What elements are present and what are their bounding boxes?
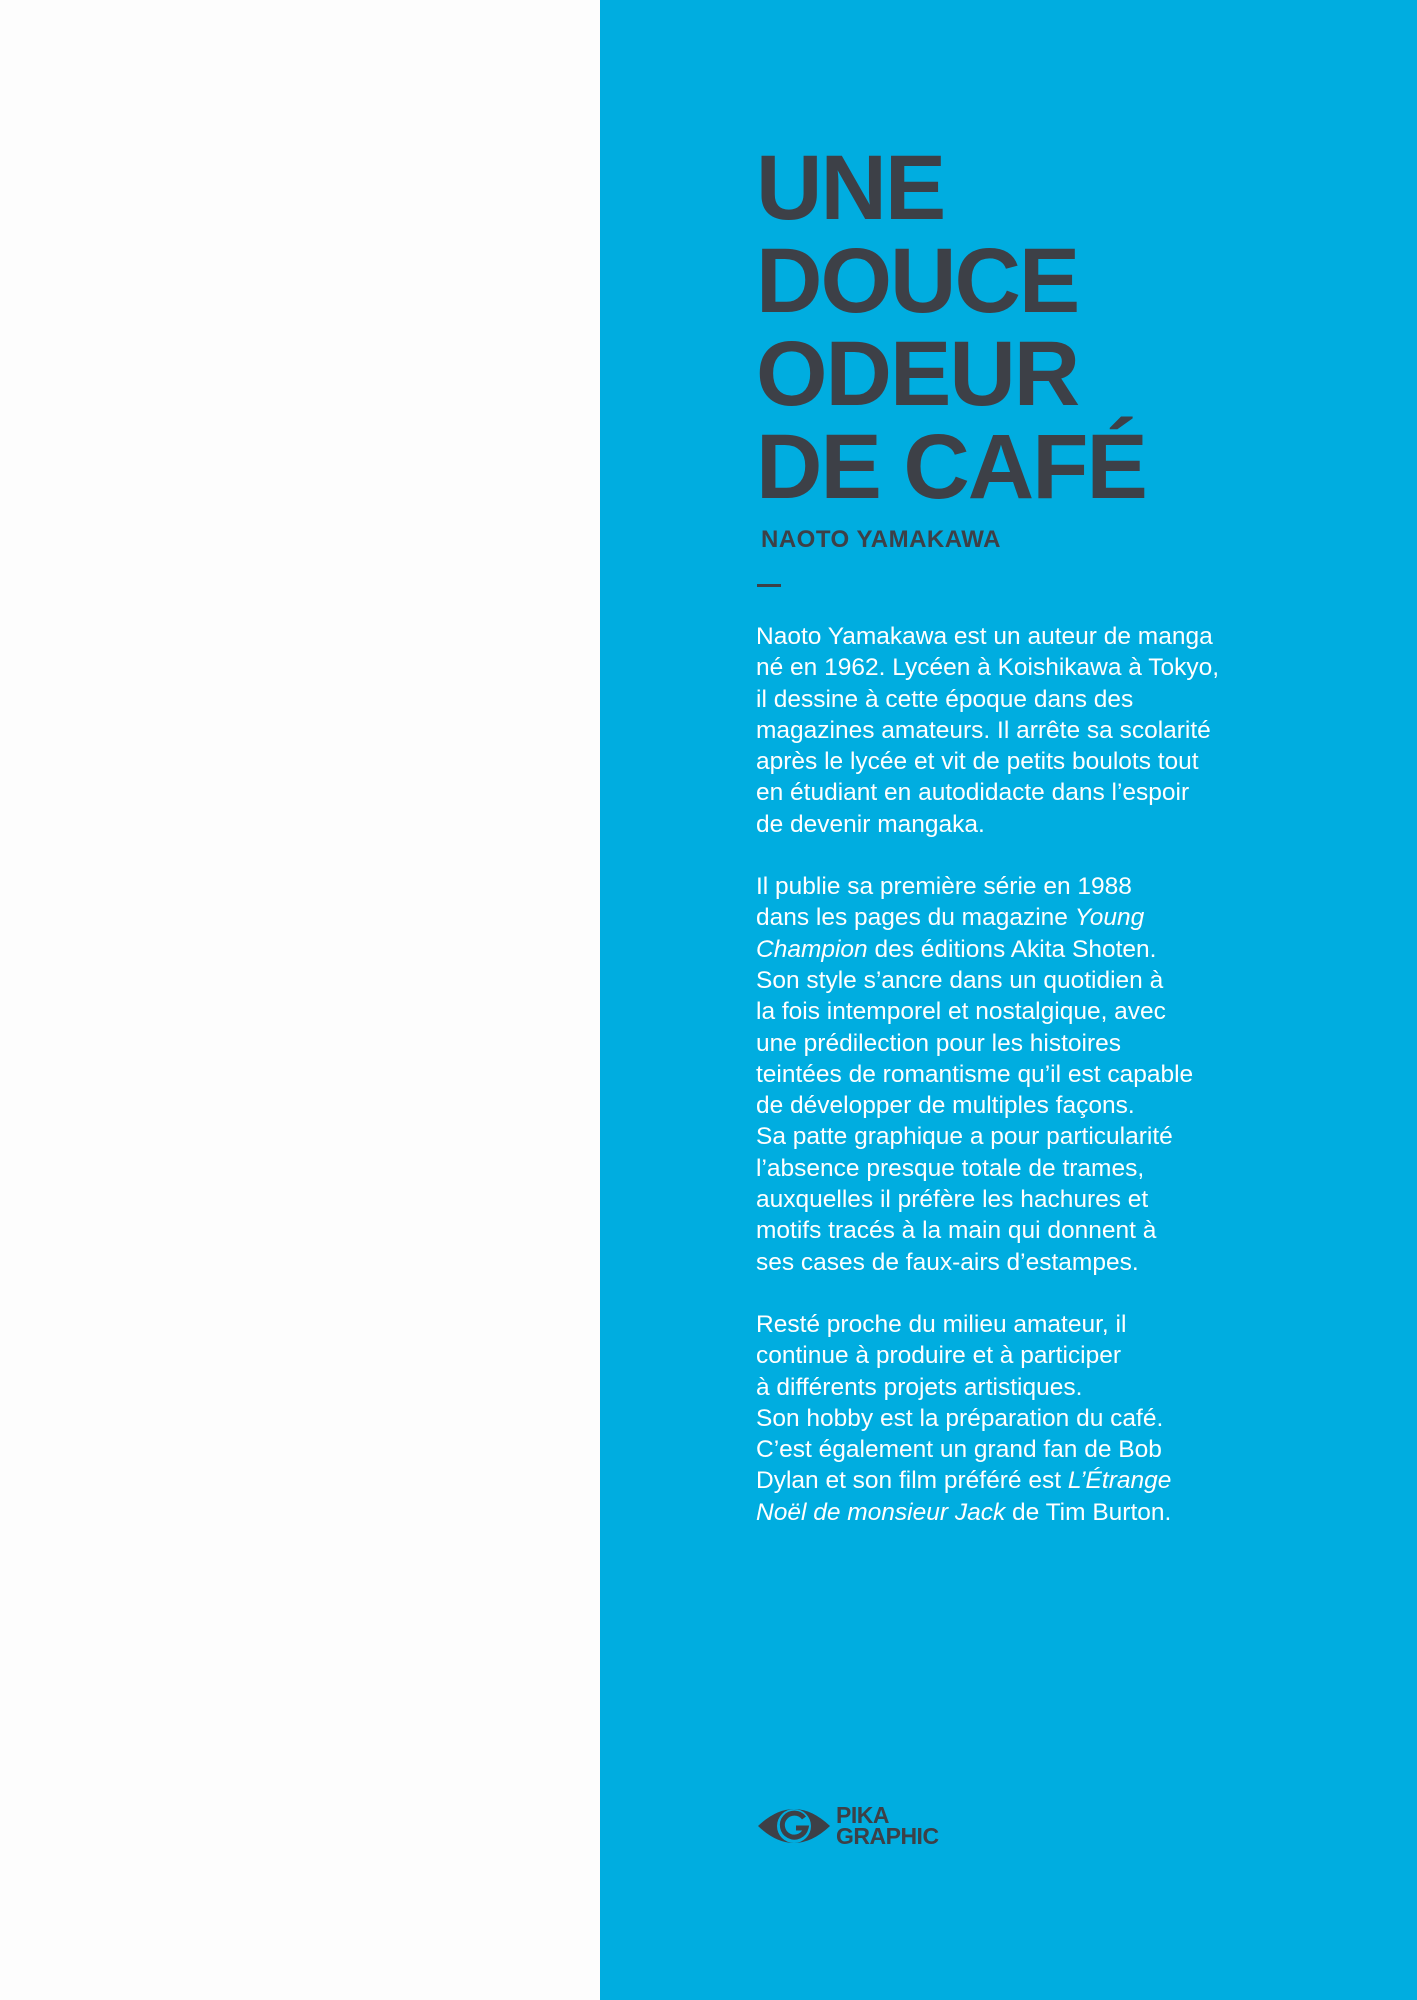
bio-line: Resté proche du milieu amateur, il	[756, 1310, 1127, 1338]
title-line: DOUCE	[756, 230, 1079, 332]
bio-line: magazines amateurs. Il arrête sa scolarité	[756, 716, 1211, 744]
bio-line: de devenir mangaka.	[756, 810, 985, 838]
film-title: L’Étrange	[1067, 1467, 1172, 1495]
bio-line	[756, 934, 1296, 965]
book-title	[756, 137, 1146, 518]
publisher-name-line: GRAPHIC	[836, 1823, 939, 1849]
title-line: UNE	[756, 137, 945, 239]
bio-line: à différents projets artistiques.	[756, 1373, 1083, 1401]
bio-line	[756, 1497, 1296, 1528]
film-title: Noël de monsieur Jack	[756, 1498, 1006, 1526]
author-biography	[756, 621, 1296, 1559]
bio-line: Il publie sa première série en 1988	[756, 873, 1132, 901]
bio-line: l’absence presque totale de trames,	[756, 1154, 1145, 1182]
bio-paragraph-3	[756, 1309, 1296, 1528]
bio-text: dans les pages du magazine	[756, 904, 1075, 932]
bio-line: Son hobby est la préparation du café.	[756, 1404, 1164, 1432]
publisher-logo	[756, 1796, 966, 1856]
bio-paragraph-1	[756, 621, 1296, 840]
publisher-name-line: PIKA	[836, 1802, 889, 1828]
bio-line: de développer de multiples façons.	[756, 1092, 1135, 1120]
bio-line: la fois intemporel et nostalgique, avec	[756, 998, 1166, 1026]
bio-line	[756, 1465, 1296, 1496]
bio-line: motifs tracés à la main qui donnent à	[756, 1217, 1157, 1245]
bio-line: une prédilection pour les histoires	[756, 1029, 1121, 1057]
bio-line: teintées de romantisme qu’il est capable	[756, 1060, 1194, 1088]
bio-line: né en 1962. Lycéen à Koishikawa à Tokyo,	[756, 654, 1220, 682]
magazine-title: Champion	[756, 935, 868, 963]
blank-left-page	[0, 0, 600, 2000]
bio-line: Sa patte graphique a pour particularité	[756, 1123, 1173, 1151]
bio-line	[756, 902, 1296, 933]
bio-line: en étudiant en autodidacte dans l’espoir	[756, 779, 1190, 807]
author-name: NAOTO YAMAKAWA	[761, 526, 1001, 553]
bio-line: Naoto Yamakawa est un auteur de manga	[756, 623, 1213, 650]
magazine-title: Young	[1074, 904, 1145, 932]
bio-text: de Tim Burton.	[1005, 1498, 1172, 1526]
bio-line: Son style s’ancre dans un quotidien à	[756, 966, 1164, 994]
title-line: DE CAFÉ	[756, 416, 1146, 518]
bio-line: après le lycée et vit de petits boulots tout	[756, 748, 1199, 776]
bio-paragraph-2	[756, 871, 1296, 1278]
bio-line: auxquelles il préfère les hachures et	[756, 1186, 1149, 1214]
eye-g-icon	[756, 1798, 832, 1854]
bio-line: C’est également un grand fan de Bob	[756, 1436, 1162, 1464]
bio-line: ses cases de faux-airs d’estampes.	[756, 1248, 1139, 1276]
bio-line: il dessine à cette époque dans des	[756, 685, 1134, 713]
bio-line: continue à produire et à participer	[756, 1342, 1121, 1370]
title-line: ODEUR	[756, 323, 1079, 425]
bio-text: des éditions Akita Shoten.	[867, 935, 1157, 963]
bio-text: Dylan et son film préféré est	[756, 1467, 1068, 1495]
separator-dash	[757, 584, 781, 587]
publisher-name	[836, 1802, 939, 1849]
